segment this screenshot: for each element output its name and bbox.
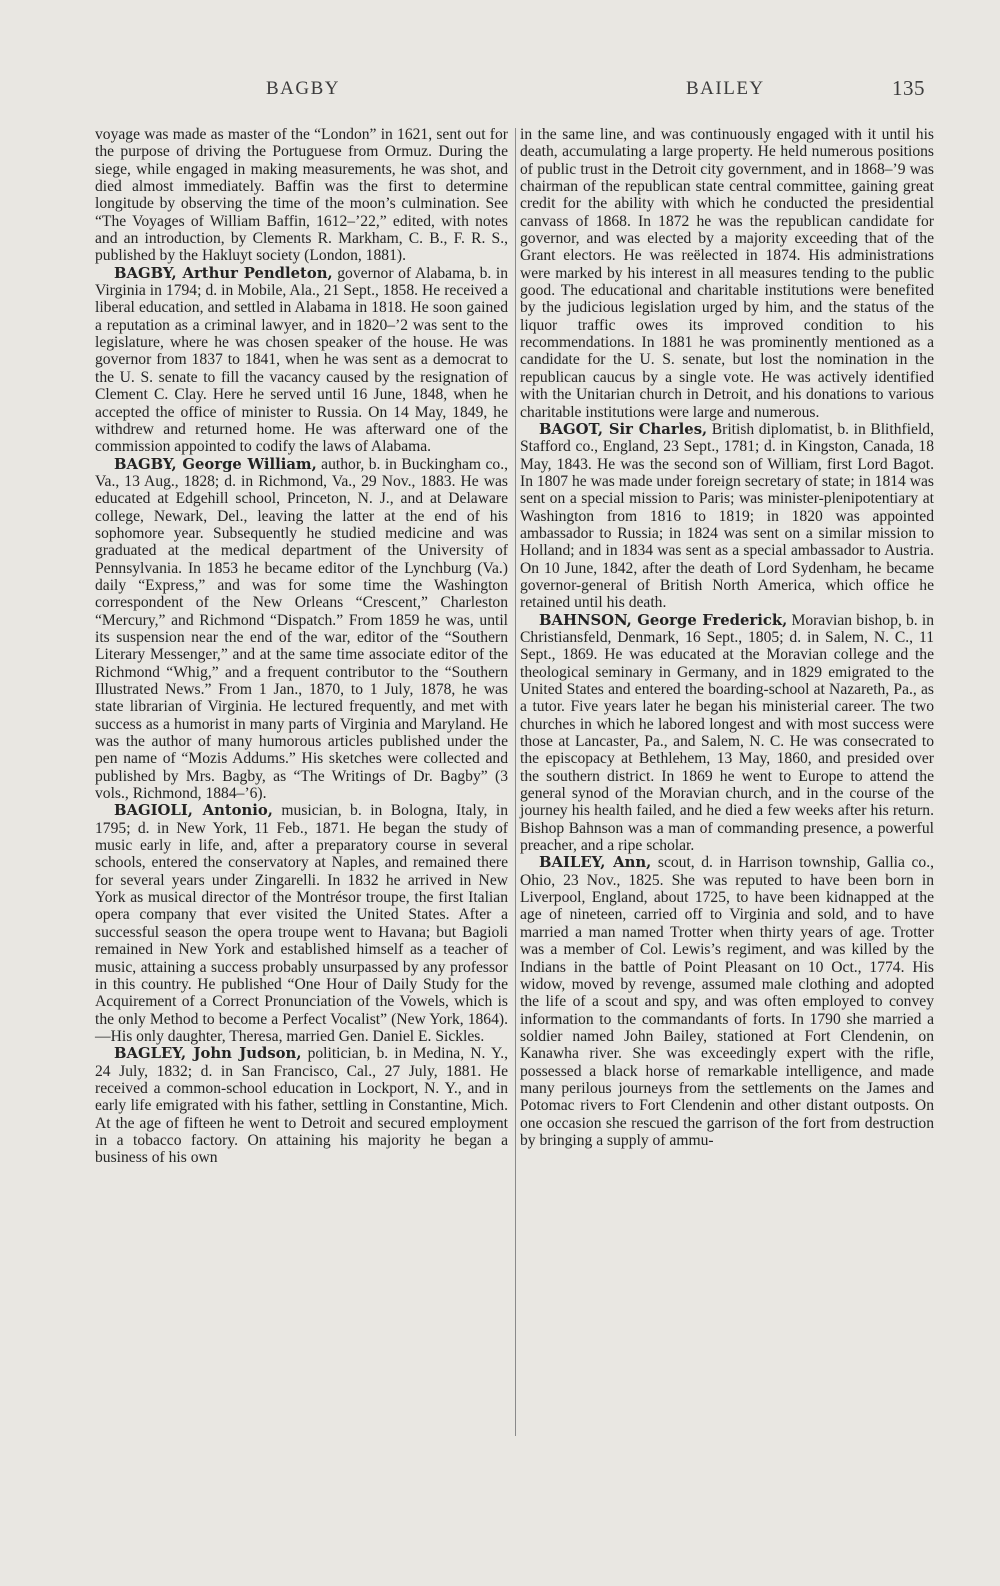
column-divider — [515, 128, 516, 1436]
entry-bagot-charles — [520, 421, 934, 612]
entry-bagby-arthur — [95, 265, 508, 456]
entry-text: author, b. in Buckingham co., Va., 13 Aug., 1828; d. in Richmond, Va., 29 Nov., 1883. He was educated at Edgehill school, Princeton, N. J., and at Delaware college, Newark, Del., leaving the latter at the end of his sophomore year. Subsequently he studied medicine and was graduated at the medical department of the University of Pennsylvania. In 1853 he became editor of the Lynchburg (Va.) daily “Express,” and was for some time the Washington correspondent of the New Orleans “Crescent,” Charleston “Mercury,” and Richmond “Dispatch.” From 1859 he was, until its suspension near the end of the war, editor of the “Southern Literary Messenger,” and at the same time associate editor of the Richmond “Whig,” and a frequent contributor to the “Southern Illustrated News.” From 1 Jan., 1870, to 1 July, 1878, he was state librarian of Virginia. He lectured frequently, and met with success as a humorist in many parts of Virginia and Maryland. He was the author of many humorous articles published under the pen name of “Mozis Addums.” His sketches were collected and published by Mrs. Bagby, as “The Writings of Dr. Bagby” (3 vols., Richmond, 1884–’6). — [95, 455, 508, 803]
entry-headword: BAGIOLI, Antonio, — [114, 802, 273, 820]
entry-headword: BAGLEY, John Judson, — [114, 1045, 302, 1063]
right-continuation-paragraph — [520, 126, 934, 421]
entry-bailey-ann — [520, 854, 934, 1149]
entry-text: politician, b. in Medina, N. Y., 24 July, 1832; d. in San Francisco, Cal., 27 July, 1881. He received a common-school education in Lockport, N. Y., and in early life emigrated with his father, settling in Constantine, Mich. At the age of fifteen he went to Detroit and secured employment in a tobacco factory. On attaining his majority he began a business of his own — [95, 1045, 508, 1167]
entry-text: in the same line, and was continuously engaged with it until his death, accumulating a large property. He held numerous positions of public trust in the Detroit city government, and in 1868–’9 was chairman of the republican state central committee, gaining great credit for the ability with which he conducted the presidential canvass of 1868. In 1872 he was the republican candidate for governor, and was elected by a majority exceeding that of the Grant electors. He was reëlected in 1874. His administrations were marked by his interest in all measures tending to the public good. The educational and charitable institutions were benefited by the judicious legislation urged by him, and the status of the liquor traffic owes its improved condition to his recommendations. In 1881 he was prominently mentioned as a candidate for the U. S. senate, but lost the nomination in the republican caucus by a single vote. He was actively identified with the Unitarian church in Detroit, and his donations to various charitable institutions were large and numerous. — [520, 126, 934, 421]
entry-headword: BAGBY, Arthur Pendleton, — [114, 264, 333, 282]
entry-text: musician, b. in Bologna, Italy, in 1795; d. in New York, 11 Feb., 1871. He began the study of music early in life, and, after a preparatory course in several schools, entered the conservatory at Naples, and remained there for several years under Zingarelli. In 1832 he arrived in New York as musical director of the Montrésor troupe, the first Italian opera company that ever visited the United States. After a successful season the opera troupe went to Havana; but Bagioli remained in New York and established himself as a teacher of music, attaining a success probably unsurpassed by any professor in this country. He published “One Hour of Daily Study for the Acquirement of a Correct Pronunciation of the Vowels, which is the only Method to become a Perfect Vocalist” (New York, 1864).—His only daughter, Theresa, married Gen. Daniel E. Sickles. — [95, 802, 508, 1045]
header-right-word: BAILEY — [686, 78, 765, 99]
entry-bahnson-george — [520, 612, 934, 855]
entry-headword: BAGBY, George William, — [114, 455, 317, 473]
entry-headword: BAHNSON, George Frederick, — [539, 611, 788, 629]
right-column — [520, 126, 934, 1149]
entry-text: scout, d. in Harrison township, Gallia co., Ohio, 23 Nov., 1825. She was reputed to have been born in Liverpool, England, about 1725, to have been kidnapped at the age of nineteen, carried off to Virginia and sold, and to have married a man named Trotter when thirty years of age. Trotter was a member of Col. Lewis’s regiment, and was killed by the Indians in the battle of Point Pleasant on 10 Oct., 1774. His widow, moved by revenge, assumed male clothing and adopted the life of a scout and spy, and was often employed to convey information to the commandants of forts. In 1790 she married a soldier named John Bailey, stationed at Fort Clendenin, on Kanawha river. She was exceedingly expert with the rifle, possessed a black horse of remarkable intelligence, and made many perilous journeys from the settlements on the James and Potomac rivers to Fort Clendenin and other distant outposts. On one occasion she rescued the garrison of the fort from destruction by bringing a supply of ammu- — [520, 854, 934, 1149]
entry-bagioli-antonio — [95, 802, 508, 1045]
entry-text: British diplomatist, b. in Blithfield, Stafford co., England, 23 Sept., 1781; d. in Kingston, Canada, 18 May, 1843. He was the second son of William, first Lord Bagot. In 1807 he was made under foreign secretary of state; in 1814 was sent on a special mission to Paris; was minister-plenipotentiary at Washington from 1816 to 1819; in 1820 was appointed ambassador to Russia; in 1824 was sent on a similar mission to Holland; and in 1834 was sent as a special ambassador to Austria. On 10 June, 1842, after the death of Lord Sydenham, he became governor-general of British North America, which office he retained until his death. — [520, 420, 934, 612]
entry-text: voyage was made as master of the “London” in 1621, sent out for the purpose of driving the Portuguese from Ormuz. During the siege, while engaged in making measurements, he was shot, and died almost immediately. Baffin was the first to determine longitude by observing the time of the moon’s culmination. See “The Voyages of William Baffin, 1612–’22,” edited, with notes and an introduction, by Clements R. Markham, C. B., F. R. S., published by the Hakluyt society (London, 1881). — [95, 126, 508, 265]
entry-bagby-george — [95, 456, 508, 803]
entry-text: governor of Alabama, b. in Virginia in 1794; d. in Mobile, Ala., 21 Sept., 1858. He received a liberal education, and settled in Alabama in 1818. He soon gained a reputation as a criminal lawyer, and in 1820–’2 was sent to the legislature, where he was chosen speaker of the house. He was governor from 1837 to 1841, when he was sent as a democrat to the U. S. senate to fill the vacancy caused by the resignation of Clement C. Clay. Here he served until 16 June, 1848, when he accepted the office of minister to Russia. On 14 May, 1849, he withdrew and returned home. He was afterward one of the commission appointed to codify the laws of Alabama. — [95, 264, 508, 456]
header-left-word: BAGBY — [266, 78, 341, 99]
left-column — [95, 126, 508, 1167]
entry-headword: BAILEY, Ann, — [539, 854, 652, 872]
running-header — [0, 74, 1000, 104]
entry-text: Moravian bishop, b. in Christiansfeld, Denmark, 16 Sept., 1805; d. in Salem, N. C., 11 Sept., 1869. He was educated at the Moravian college and the theological seminary in Germany, and in 1829 emigrated to the United States and entered the boarding-school at Nazareth, Pa., as a tutor. Five years later he began his ministerial career. The two churches in which he labored longest and with most success were those at Lancaster, Pa., and Salem, N. C. He was consecrated to the episcopacy at Bethlehem, 13 May, 1860, and presided over the southern district. In 1869 he went to Europe to attend the general synod of the Moravian church, and in the course of the journey his health failed, and he died a few weeks after his return. Bishop Bahnson was a man of commanding presence, a powerful preacher, and a ripe scholar. — [520, 611, 935, 855]
entry-headword: BAGOT, Sir Charles, — [539, 420, 708, 438]
entry-bagley-john — [95, 1045, 508, 1166]
page-number: 135 — [892, 76, 925, 100]
left-continuation-paragraph — [95, 126, 508, 265]
